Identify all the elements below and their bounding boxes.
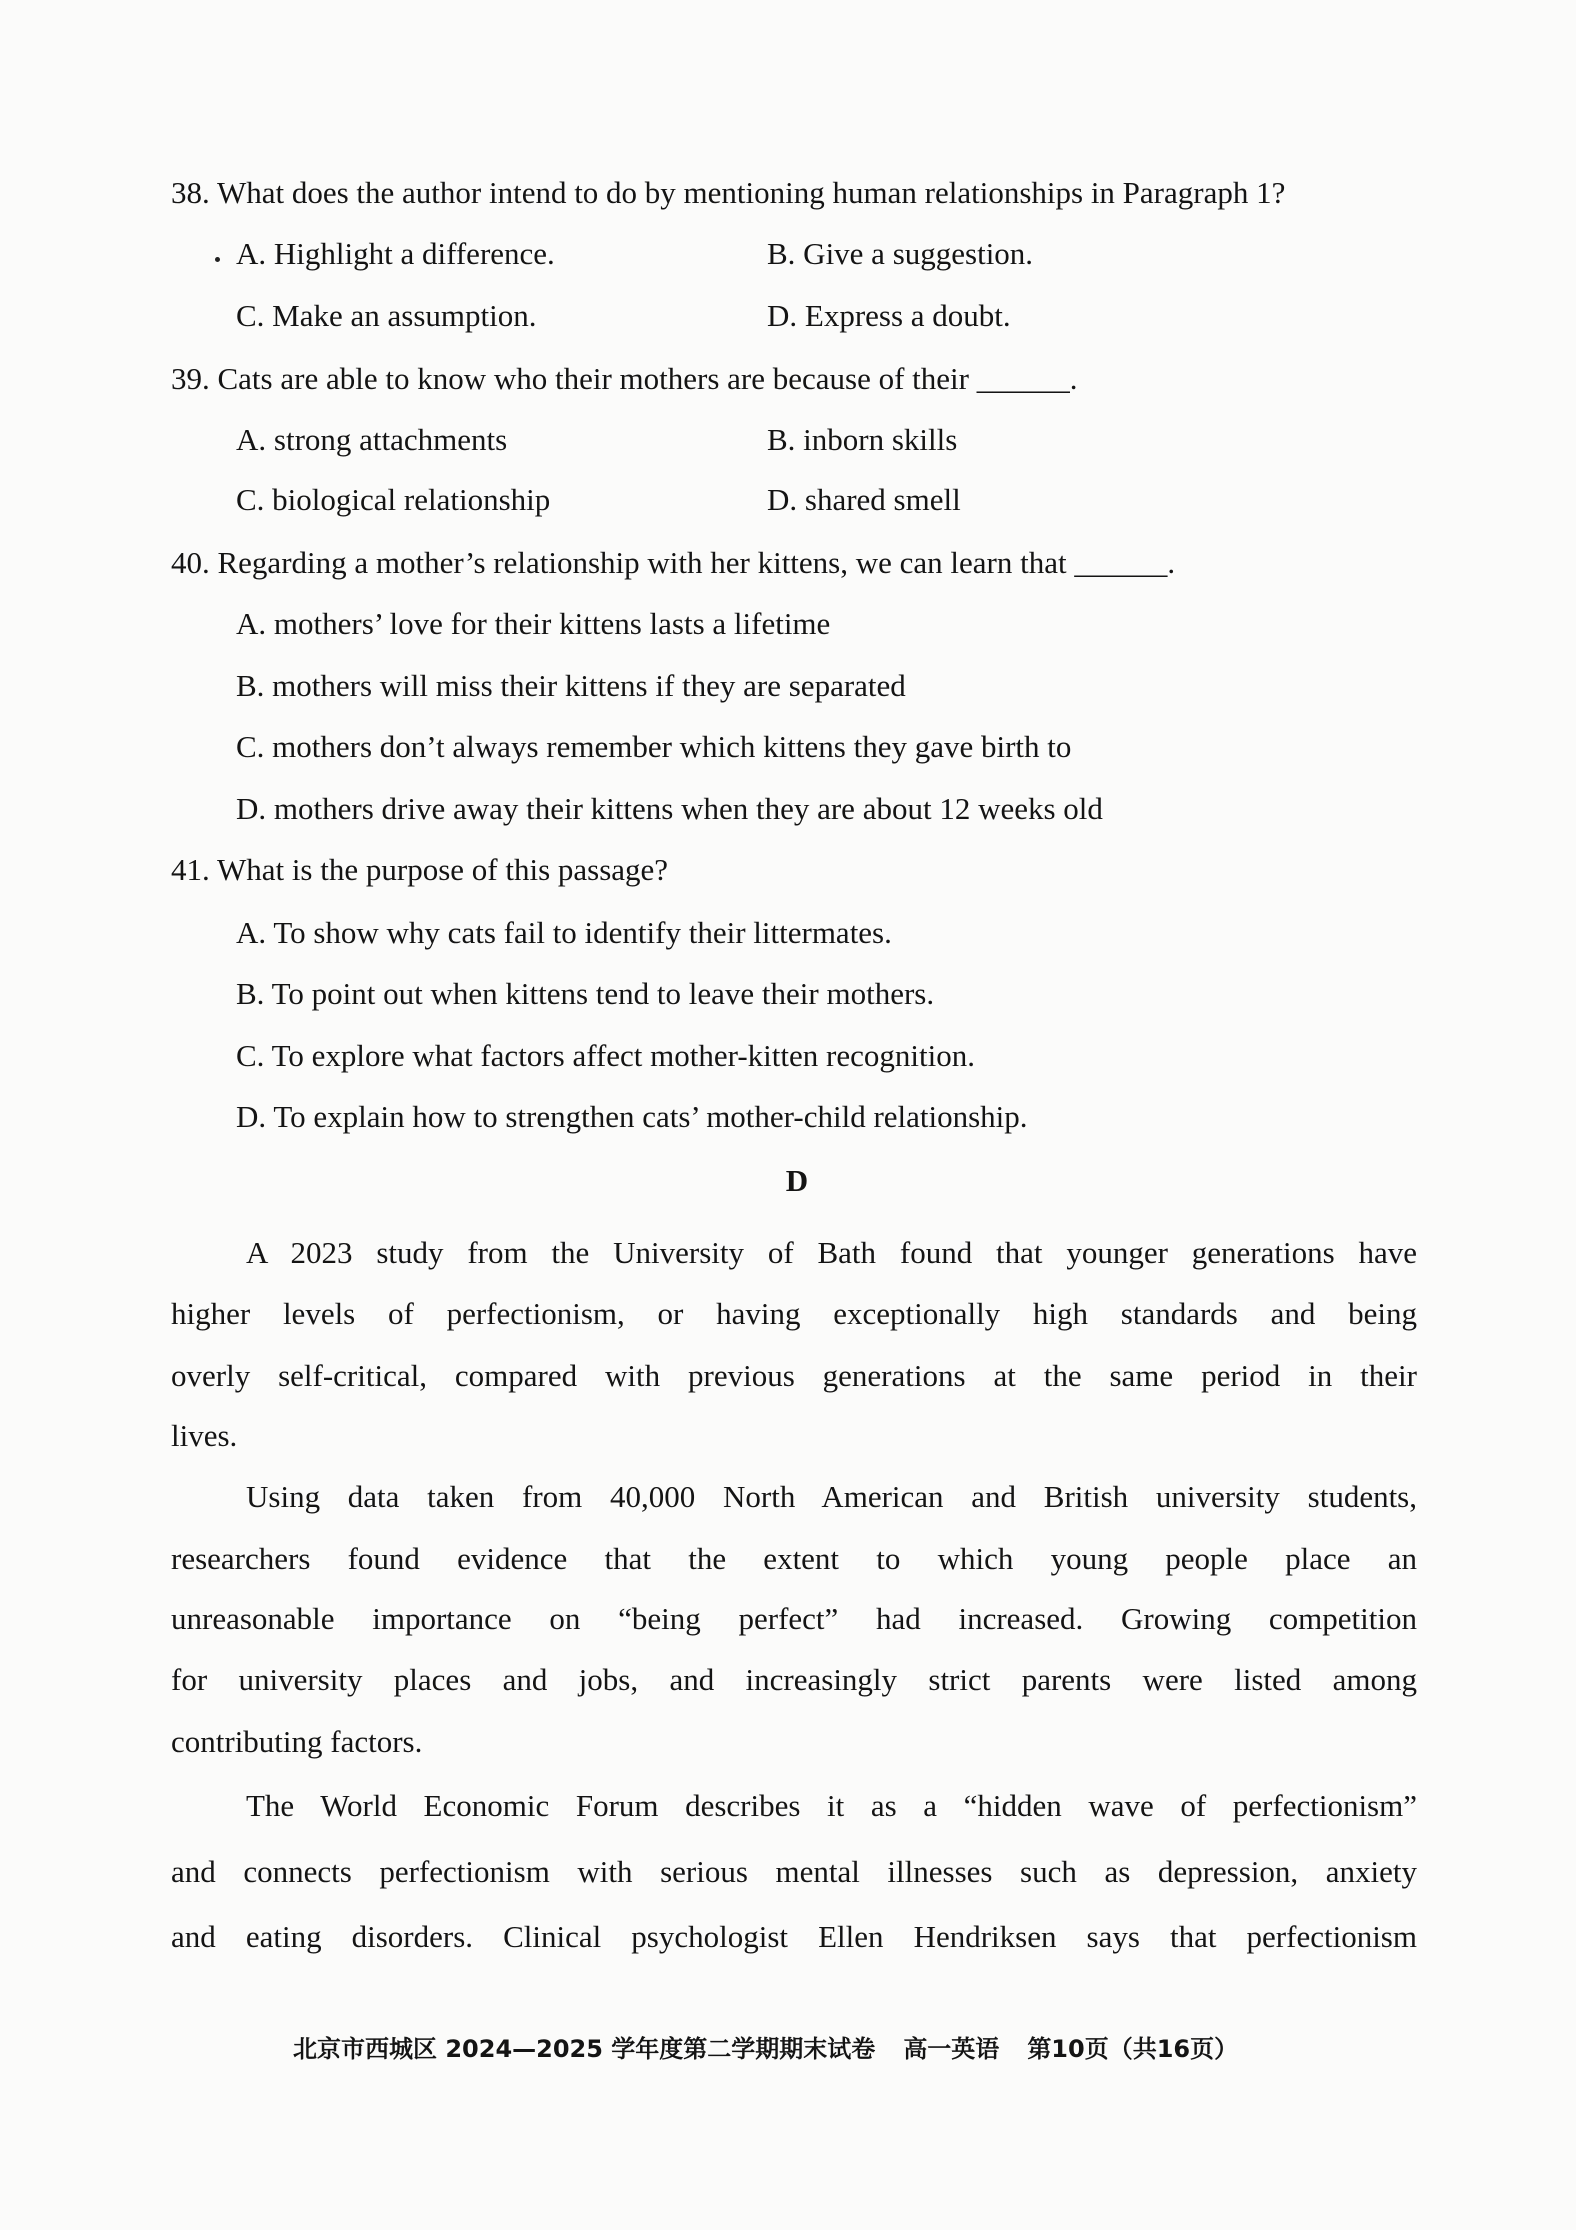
question-39-option-b: B. inborn skills <box>767 422 958 457</box>
paragraph-1-line-3: overly self-critical, compared with previous generations at the same period in their <box>171 1358 1417 1393</box>
footer-page-number: 第10页（共16页） <box>1027 2034 1239 2063</box>
question-39-option-a: A. strong attachments <box>236 422 508 457</box>
stray-dot-mark <box>215 257 220 262</box>
question-41-option-a: A. To show why cats fail to identify their littermates. <box>236 915 892 950</box>
question-38-stem: 38. What does the author intend to do by mentioning human relationships in Paragraph 1? <box>171 175 1286 210</box>
question-41-stem: 41. What is the purpose of this passage? <box>171 852 669 887</box>
passage-label: D <box>785 1163 809 1198</box>
question-40-option-a: A. mothers’ love for their kittens lasts a lifetime <box>236 606 831 641</box>
question-39-stem: 39. Cats are able to know who their mothers are because of their ______. <box>171 361 1078 396</box>
paragraph-3-line-3: and eating disorders. Clinical psychologist Ellen Hendriksen says that perfectionism <box>171 1919 1417 1954</box>
paragraph-3-line-2: and connects perfectionism with serious mental illnesses such as depression, anxiety <box>171 1854 1417 1889</box>
question-41-option-c: C. To explore what factors affect mother-kitten recognition. <box>236 1038 975 1073</box>
question-39-option-c: C. biological relationship <box>236 482 551 517</box>
question-40-option-b: B. mothers will miss their kittens if they are separated <box>236 668 906 703</box>
paragraph-1-line-2: higher levels of perfectionism, or having exceptionally high standards and being <box>171 1296 1417 1331</box>
question-38-option-b: B. Give a suggestion. <box>767 236 1034 271</box>
paragraph-2-line-2: researchers found evidence that the extent to which young people place an <box>171 1541 1417 1576</box>
question-38-option-c: C. Make an assumption. <box>236 298 537 333</box>
question-40-option-c: C. mothers don’t always remember which kittens they gave birth to <box>236 729 1072 764</box>
footer-exam-title: 北京市西城区 2024—2025 学年度第二学期期末试卷 <box>293 2034 876 2063</box>
paragraph-3-line-1: The World Economic Forum describes it as a “hidden wave of perfectionism” <box>246 1788 1417 1823</box>
question-41-option-b: B. To point out when kittens tend to leave their mothers. <box>236 976 935 1011</box>
paragraph-2-line-1: Using data taken from 40,000 North American and British university students, <box>246 1479 1417 1514</box>
paragraph-2-line-4: for university places and jobs, and increasingly strict parents were listed among <box>171 1662 1417 1697</box>
paragraph-2-line-3: unreasonable importance on “being perfect” had increased. Growing competition <box>171 1601 1417 1636</box>
paragraph-1-line-4: lives. <box>171 1418 238 1453</box>
question-40-option-d: D. mothers drive away their kittens when they are about 12 weeks old <box>236 791 1103 826</box>
page-footer <box>293 2028 1293 2064</box>
question-40-stem: 40. Regarding a mother’s relationship with her kittens, we can learn that ______. <box>171 545 1176 580</box>
paragraph-2-line-5: contributing factors. <box>171 1724 423 1759</box>
question-38-option-d: D. Express a doubt. <box>767 298 1011 333</box>
question-38-option-a: A. Highlight a difference. <box>236 236 555 271</box>
question-39-option-d: D. shared smell <box>767 482 961 517</box>
question-41-option-d: D. To explain how to strengthen cats’ mother-child relationship. <box>236 1099 1028 1134</box>
footer-subject: 高一英语 <box>903 2034 1000 2063</box>
paragraph-1-line-1: A 2023 study from the University of Bath found that younger generations have <box>246 1235 1417 1270</box>
